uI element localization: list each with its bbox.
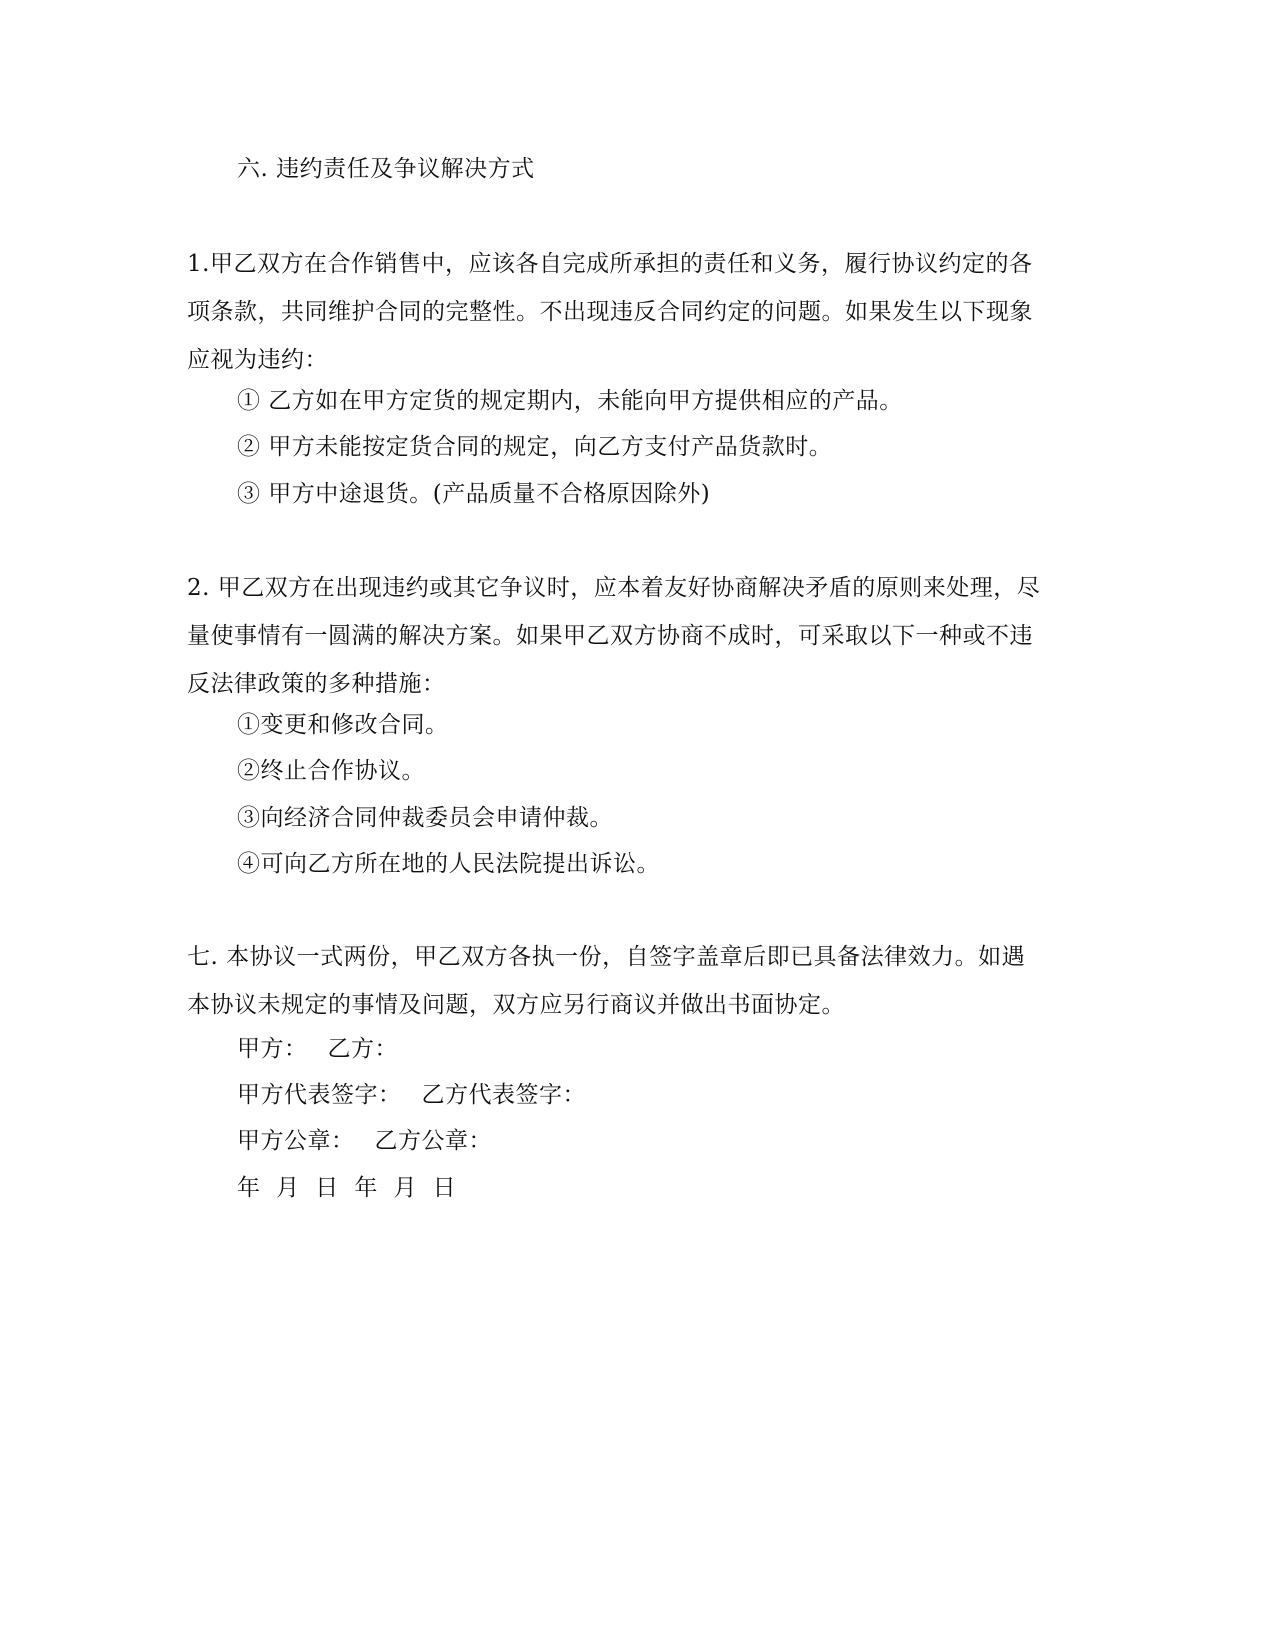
clause-2-item: ②终止合作协议。 <box>237 758 425 784</box>
signature-reps-row <box>237 1080 586 1110</box>
section-7-line: 本协议未规定的事情及问题，双方应另行商议并做出书面协定。 <box>187 992 845 1018</box>
section-heading: 六. 违约责任及争议解决方式 <box>237 156 535 182</box>
clause-1-line: 应视为违约： <box>187 347 328 373</box>
section-7-paragraph <box>187 933 1087 1029</box>
signature-seals-row <box>237 1126 492 1156</box>
clause-2-line: 量使事情有一圆满的解决方案。如果甲乙双方协商不成时，可采取以下一种或不违 <box>187 623 1033 649</box>
party-a-label: 甲方： <box>237 1036 308 1062</box>
clause-1-item: ① 乙方如在甲方定货的规定期内，未能向甲方提供相应的产品。 <box>237 388 903 414</box>
seal-a-label: 甲方公章： <box>237 1128 355 1154</box>
signature-parties-row <box>237 1034 398 1064</box>
clause-1-line: 项条款，共同维护合同的完整性。不出现违反合同约定的问题。如果发生以下现象 <box>187 299 1033 325</box>
rep-a-label: 甲方代表签字： <box>237 1082 402 1108</box>
signature-date-row: 年 月 日 年 月 日 <box>237 1175 457 1201</box>
rep-b-label: 乙方代表签字： <box>421 1082 586 1108</box>
clause-2-line: 反法律政策的多种措施： <box>187 671 446 697</box>
clause-1-paragraph <box>187 240 1087 384</box>
seal-b-label: 乙方公章： <box>374 1128 492 1154</box>
section-7-line: 七. 本协议一式两份，甲乙双方各执一份，自签字盖章后即已具备法律效力。如遇 <box>187 944 1026 970</box>
party-b-label: 乙方： <box>327 1036 398 1062</box>
clause-2-item: ①变更和修改合同。 <box>237 712 449 738</box>
clause-1-item: ③ 甲方中途退货。(产品质量不合格原因除外) <box>237 481 711 507</box>
clause-1-item: ② 甲方未能按定货合同的规定，向乙方支付产品货款时。 <box>237 434 833 460</box>
clause-1-line: 1.甲乙双方在合作销售中，应该各自完成所承担的责任和义务，履行协议约定的各 <box>187 251 1033 277</box>
clause-2-line: 2. 甲乙双方在出现违约或其它争议时，应本着友好协商解决矛盾的原则来处理，尽 <box>187 575 1041 601</box>
clause-2-paragraph <box>187 564 1087 708</box>
clause-2-item: ③向经济合同仲裁委员会申请仲裁。 <box>237 805 613 831</box>
clause-2-item: ④可向乙方所在地的人民法院提出诉讼。 <box>237 851 660 877</box>
